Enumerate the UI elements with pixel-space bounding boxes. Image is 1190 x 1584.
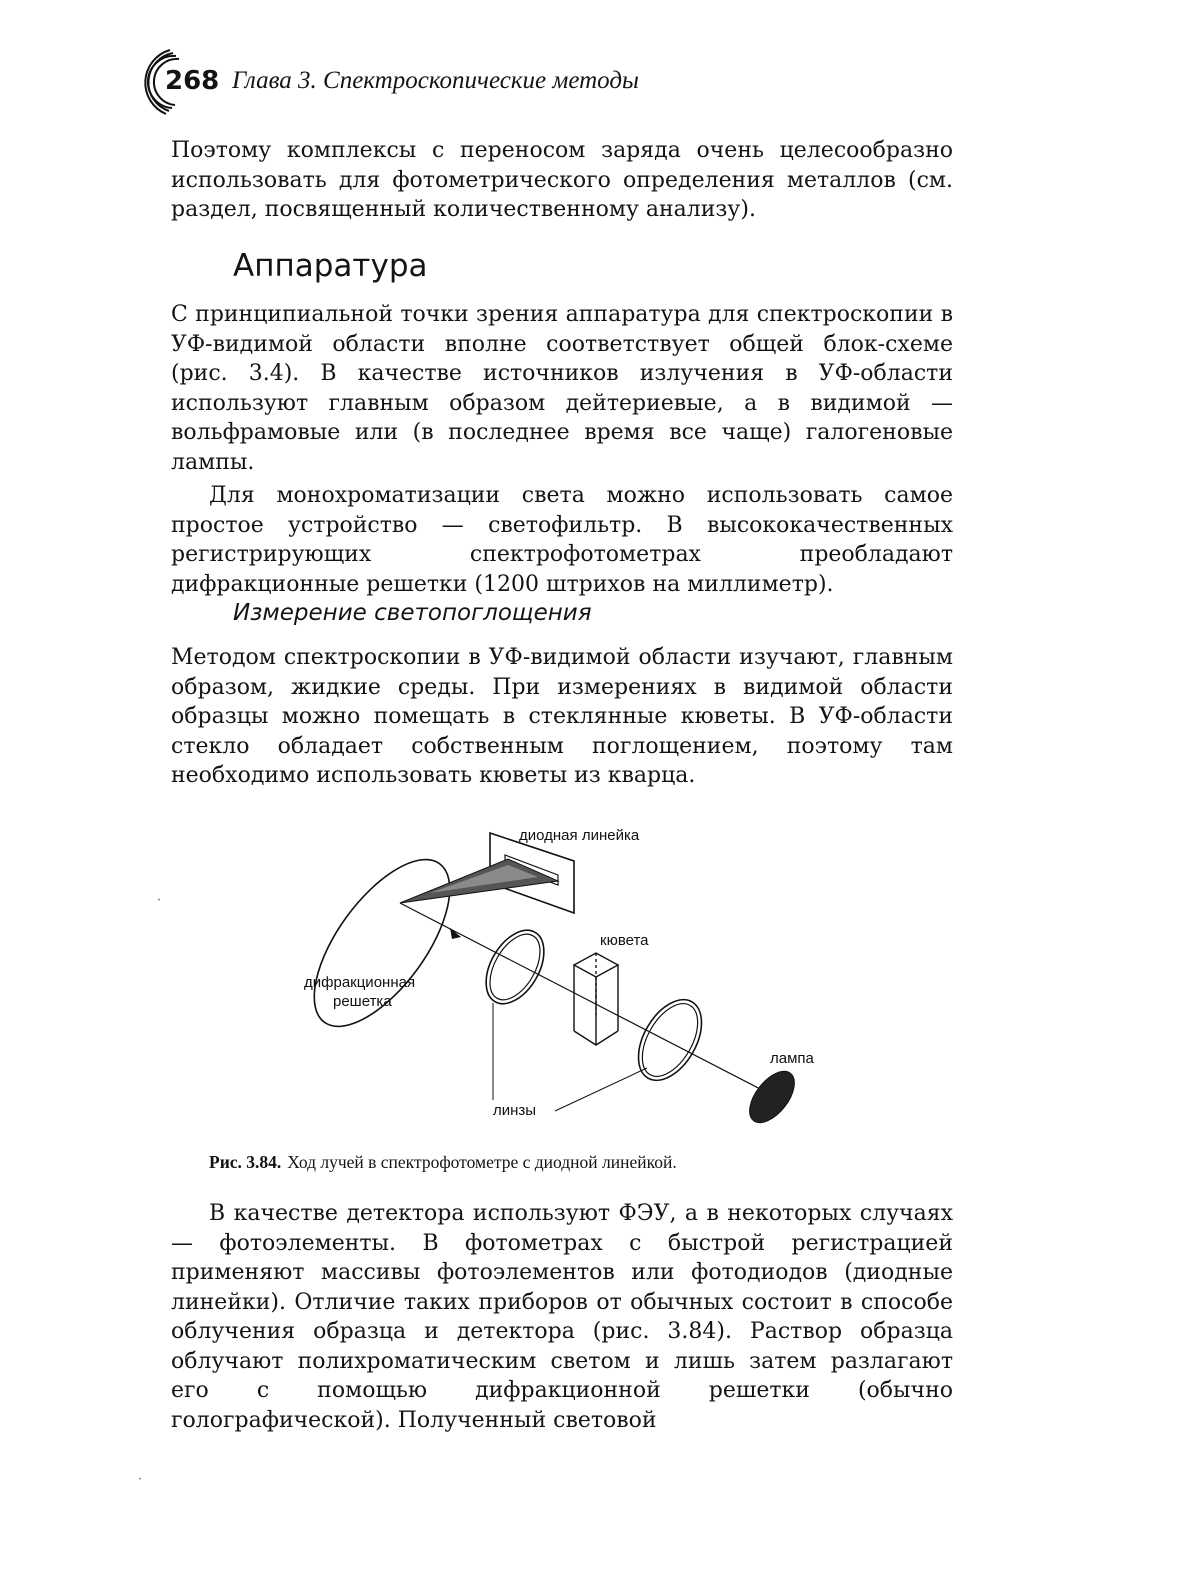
page-number: 268: [165, 66, 220, 96]
section-paragraph-1: С принципиальной точки зрения аппаратура для спектроскопии в УФ-видимой области вполне соответствует общей блок-схеме (рис. 3.4). В качестве источников излучения в УФ-области используют главным образом дейтериевые, а в видимой — вольфрамовые или (в последнее время все чаще) галогеновые лампы.: [171, 302, 953, 475]
lens-1: [474, 920, 556, 1013]
scan-speck: ·: [157, 893, 162, 908]
label-lenses: линзы: [493, 1102, 537, 1119]
label-grating-line2: решетка: [333, 993, 392, 1010]
lamp: [741, 1064, 803, 1131]
scan-speck: ·: [138, 1472, 143, 1487]
running-title: Глава 3. Спектроскопические методы: [232, 67, 639, 94]
label-grating-line1: дифракционная: [304, 974, 416, 991]
intro-text-block: [171, 136, 953, 225]
after-figure-paragraph: В качестве детектора используют ФЭУ, а в некоторых случаях — фотоэлементы. В фотометрах с быстрой регистрацией применяют массивы фотоэлементов или фотодиодов (диодные линейки). Отличие таких приборов от обычных состоит в способе облучения образца и детектора (рис. 3.84). Раствор образца облучают полихроматическим светом и лишь затем разлагают его с помощью дифракционной решетки (обычно голографической). Полученный световой: [171, 1201, 953, 1433]
subsection-heading: Измерение светопоглощения: [233, 600, 592, 626]
subsection-paragraph: Методом спектроскопии в УФ-видимой области изучают, главным образом, жидкие среды. При измерениях в видимой области образцы можно помещать в стеклянные кюветы. В УФ-области стекло обладает собственным поглощением, поэтому там необходимо использовать кюветы из кварца.: [171, 645, 953, 788]
intro-paragraph: Поэтому комплексы с переносом заряда очень целесообразно использовать для фотометрического определения металлов (см. раздел, посвященный количественному анализу).: [171, 138, 953, 222]
section-heading: Аппаратура: [233, 248, 428, 284]
lens-2: [625, 989, 714, 1091]
caption-number: Рис. 3.84.: [209, 1152, 282, 1172]
caption-text: Ход лучей в спектрофотометре с диодной линейкой.: [287, 1152, 677, 1172]
lenses-leader-2: [555, 1068, 647, 1111]
subsection-text-block: [171, 643, 953, 791]
label-lamp: лампа: [770, 1050, 814, 1067]
spectrophotometer-diagram: [290, 815, 850, 1135]
cuvette: [574, 953, 618, 1045]
label-cuvette: кювета: [600, 932, 649, 949]
after-figure-text-block: [171, 1199, 953, 1435]
section-text-block: [171, 300, 953, 599]
lens-1-inner: [480, 926, 551, 1008]
figure-caption: [209, 1152, 677, 1173]
section-paragraph-2: Для монохроматизации света можно использовать самое простое устройство — светофильтр. В высококачественных регистрирующих спектрофотометрах преобладают дифракционные решетки (1200 штрихов на миллиметр).: [171, 483, 953, 597]
page-header: [140, 40, 1000, 120]
diffraction-grating: [290, 838, 475, 1048]
label-diode-array: диодная линейка: [519, 827, 640, 844]
light-beam: [400, 903, 768, 1093]
